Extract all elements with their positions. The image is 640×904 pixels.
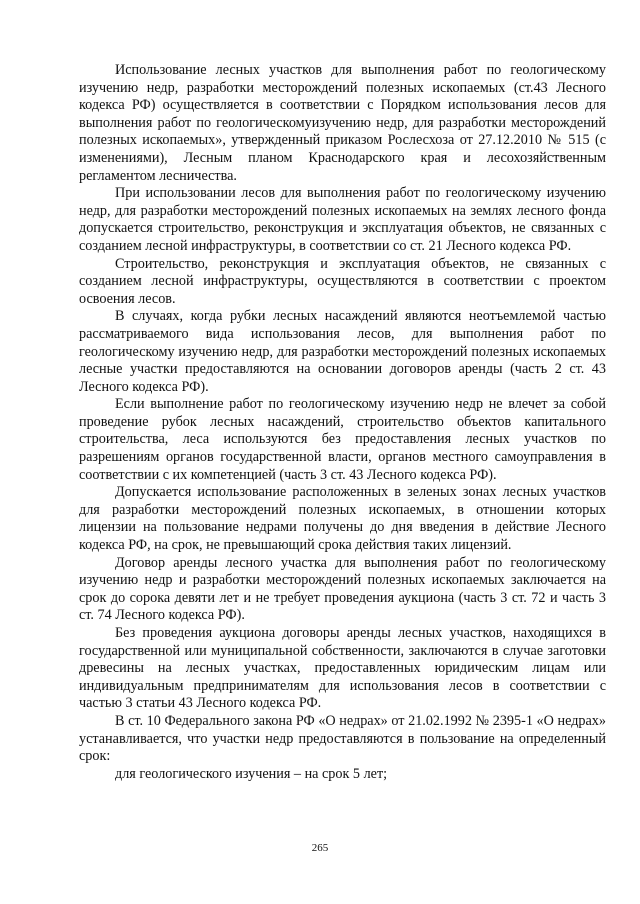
paragraph-forest-use-geology: Использование лесных участков для выполнения работ по геологическому изучению недр, разработки месторождений полезных ископаемых (ст.43 Лесного кодекса РФ) осуществляется в соответствии с Порядком использования лесов для выполнения работ по геологическомуизучению недр, для разработки месторождений полезных ископаемых», утвержденный приказом Рослесхоза от 27.12.2010 № 515 (с изменениями), Лесным планом Краснодарского края и лесохозяйственным регламентом лесничества. (79, 62, 606, 184)
paragraph-permits-without-lease: Если выполнение работ по геологическому изучению недр не влечет за собой проведение рубок лесных насаждений, строительство объектов капитального строительства, леса используются без предоставления лесных участков по разрешениям органов государственной власти, органов местного самоуправления в соответствии с их компетенцией (часть 3 ст. 43 Лесного кодекса РФ). (79, 396, 606, 483)
document-body (79, 62, 606, 783)
paragraph-lease-term: Договор аренды лесного участка для выполнения работ по геологическому изучению недр и разработки месторождений полезных ископаемых заключается на срок до сорока девяти лет и не требует проведения аукциона (часть 3 ст. 72 и часть 3 ст. 74 Лесного кодекса РФ). (79, 554, 606, 624)
paragraph-construction-permitted: При использовании лесов для выполнения работ по геологическому изучению недр, для разработки месторождений полезных ископаемых на землях лесного фонда допускается строительство, реконструкция и эксплуатация объектов, не связанных с созданием лесной инфраструктуры, в соответствии со ст. 21 Лесного кодекса РФ. (79, 185, 606, 254)
paragraph-green-zones: Допускается использование расположенных в зеленых зонах лесных участков для разработки месторождений полезных ископаемых, в отношении которых лицензии на пользование недрами получены до дня введения в действие Лесного кодекса РФ, на срок, не превышающий срока действия таких лицензий. (79, 484, 606, 554)
page-number: 265 (311, 842, 329, 854)
paragraph-lease-agreements: В случаях, когда рубки лесных насаждений являются неотъемлемой частью рассматриваемого вида использования лесов, для выполнения работ по геологическому изучению недр, для разработки месторождений полезных ископаемых лесные участки предоставляются на основании договоров аренды (часть 2 ст. 43 Лесного кодекса РФ). (79, 308, 606, 395)
paragraph-subsoil-law: В ст. 10 Федерального закона РФ «О недрах» от 21.02.1992 № 2395-1 «О недрах» устанавливается, что участки недр предоставляются в пользование на определенный срок: (79, 712, 606, 765)
paragraph-no-auction: Без проведения аукциона договоры аренды лесных участков, находящихся в государственной или муниципальной собственности, заключаются в случае заготовки древесины на лесных участках, предоставленных юридическим лицам или индивидуальным предпринимателям для использования лесов в соответствии с частью 3 статьи 43 Лесного кодекса РФ. (79, 625, 606, 712)
paragraph-geological-study-term: для геологического изучения – на срок 5 лет; (115, 765, 388, 782)
paragraph-forest-development-project: Строительство, реконструкция и эксплуатация объектов, не связанных с созданием лесной инфраструктуры, осуществляются в соответствии с проектом освоения лесов. (79, 255, 606, 307)
